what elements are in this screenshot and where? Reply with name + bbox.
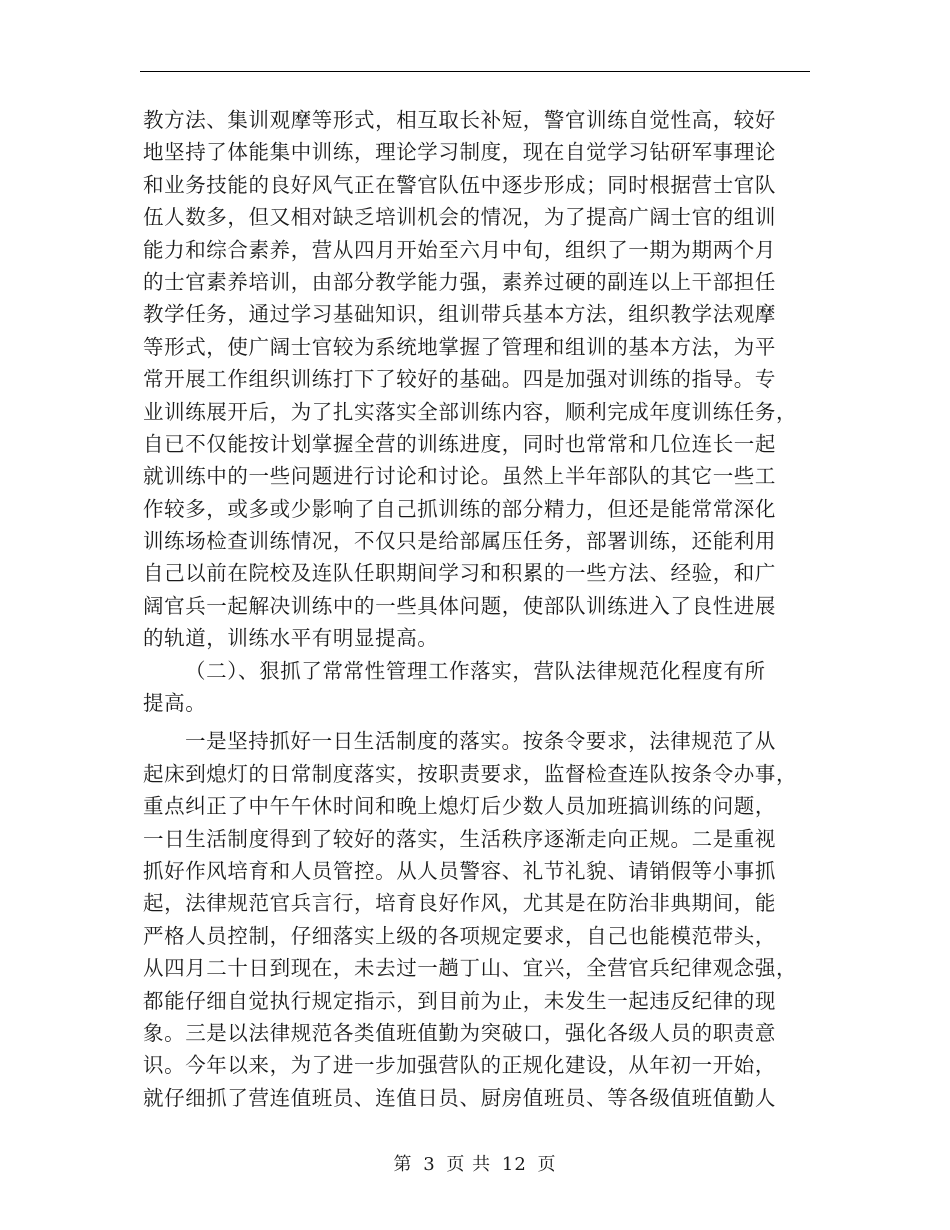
text-line: 业训练展开后，为了扎实落实全部训练内容，顺利完成年度训练任务，: [143, 399, 798, 424]
text-line: 就训练中的一些问题进行讨论和讨论。虽然上半年部队的其它一些工: [143, 464, 776, 489]
text-line: 一是坚持抓好一日生活制度的落实。按条令要求，法律规范了从: [185, 729, 776, 754]
page-footer: [0, 1150, 950, 1176]
text-line: 一日生活制度得到了较好的落实，生活秩序逐渐走向正规。二是重视: [143, 826, 776, 851]
text-line: 从四月二十日到现在，未去过一趟丁山、宜兴，全营官兵纪律观念强，: [143, 956, 798, 981]
section-heading-line: 提高。: [143, 691, 207, 716]
text-line: 的士官素养培训，由部分教学能力强，素养过硬的副连以上干部担任: [143, 269, 776, 294]
text-line: 的轨道，训练水平有明显提高。: [143, 626, 439, 651]
text-line: 和业务技能的良好风气正在警官队伍中逐步形成；同时根据营士官队: [143, 172, 776, 197]
text-line: 伍人数多，但又相对缺乏培训机会的情况，为了提高广阔士官的组训: [143, 205, 776, 230]
text-line: 作较多，或多或少影响了自己抓训练的部分精力，但还是能常常深化: [143, 496, 776, 521]
header-rule: [140, 71, 810, 72]
text-line: 识。今年以来，为了进一步加强营队的正规化建设，从年初一开始，: [143, 1053, 776, 1078]
text-line: 起床到熄灯的日常制度落实，按职责要求，监督检查连队按条令办事，: [143, 761, 798, 786]
footer-middle: 页 共: [446, 1154, 492, 1175]
text-line: 地坚持了体能集中训练，理论学习制度，现在自觉学习钻研军事理论: [143, 140, 776, 165]
text-line: 都能仔细自觉执行规定指示，到目前为止，未发生一起违反纪律的现: [143, 988, 776, 1013]
text-line: 自已不仅能按计划掌握全营的训练进度，同时也常常和几位连长一起: [143, 431, 776, 456]
page-number: 3: [423, 1154, 436, 1175]
text-line: 训练场检查训练情况，不仅只是给部属压任务，部署训练，还能利用: [143, 529, 776, 554]
text-line: 严格人员控制，仔细落实上级的各项规定要求，自己也能模范带头，: [143, 923, 776, 948]
text-line: 等形式，使广阔士官较为系统地掌握了管理和组训的基本方法，为平: [143, 334, 776, 359]
text-line: 自己以前在院校及连队任职期间学习和积累的一些方法、经验，和广: [143, 561, 776, 586]
text-line: 教学任务，通过学习基础知识，组训带兵基本方法，组织教学法观摩: [143, 302, 776, 327]
text-line: 阔官兵一起解决训练中的一些具体问题，使部队训练进入了良性进展: [143, 593, 776, 618]
text-line: 象。三是以法律规范各类值班值勤为突破口，强化各级人员的职责意: [143, 1020, 776, 1045]
text-line: 能力和综合素养，营从四月开始至六月中旬，组织了一期为期两个月: [143, 237, 776, 262]
body-text: [143, 104, 813, 1114]
text-line: 就仔细抓了营连值班员、连值日员、厨房值班员、等各级值班值勤人: [143, 1085, 776, 1110]
page-total: 12: [501, 1154, 527, 1175]
footer-prefix: 第: [393, 1154, 413, 1175]
text-line: 常开展工作组织训练打下了较好的基础。四是加强对训练的指导。专: [143, 367, 776, 392]
text-line: 抓好作风培育和人员管控。从人员警容、礼节礼貌、请销假等小事抓: [143, 858, 776, 883]
footer-suffix: 页: [537, 1154, 557, 1175]
text-line: 教方法、集训观摩等形式，相互取长补短，警官训练自觉性高，较好: [143, 108, 776, 132]
text-line: 起，法律规范官兵言行，培育良好作风，尤其是在防治非典期间，能: [143, 891, 776, 916]
section-heading-line: （二）、狠抓了常常性管理工作落实，营队法律规范化程度有所: [185, 658, 766, 683]
text-line: 重点纠正了中午午休时间和晚上熄灯后少数人员加班搞训练的问题，: [143, 794, 776, 819]
